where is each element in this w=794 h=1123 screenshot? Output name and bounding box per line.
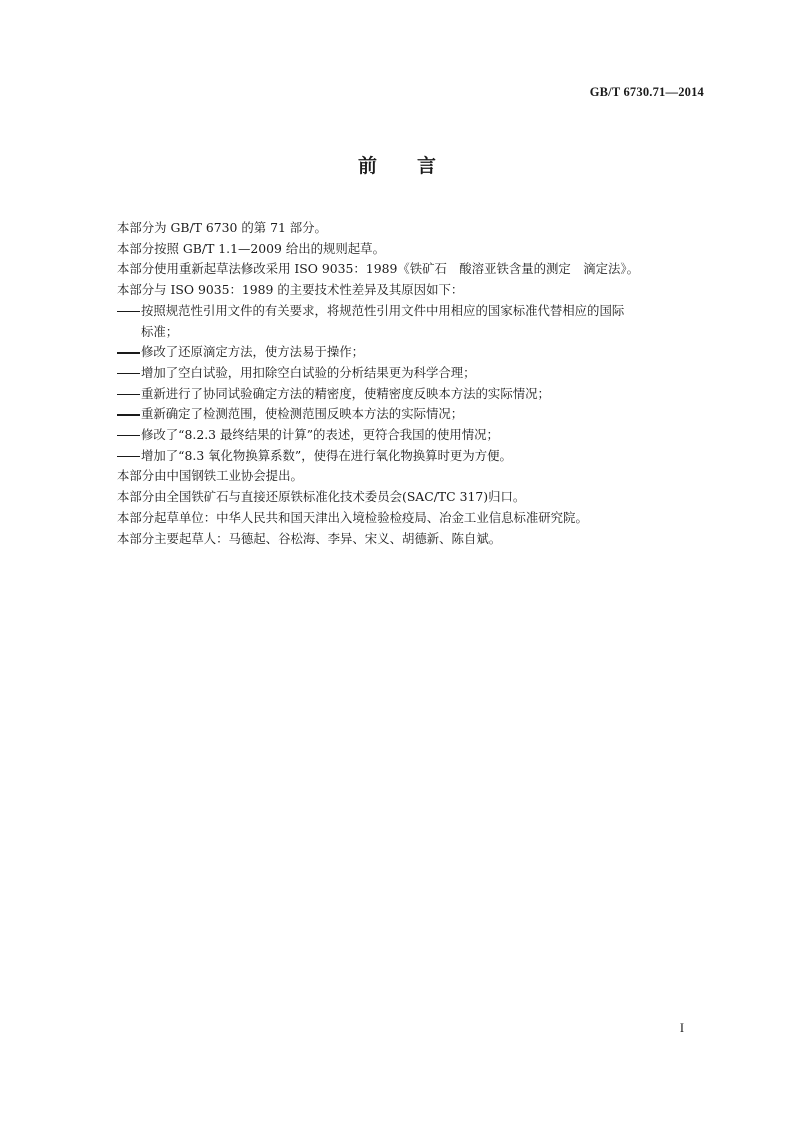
list-item: [117, 384, 709, 405]
list-item: [117, 425, 709, 446]
standard-number: GB/T 6730.71—2014: [589, 85, 704, 99]
list-item: [117, 404, 709, 425]
foreword-body: [117, 218, 709, 549]
list-item: [117, 342, 709, 363]
list-item: [117, 363, 709, 384]
list-item-text: 重新进行了协同试验确定方法的精密度，使精密度反映本方法的实际情况；: [141, 385, 550, 401]
paragraph-differences-intro: 本部分与 ISO 9035：1989 的主要技术性差异及其原因如下：: [117, 282, 464, 298]
paragraph-proposer: 本部分由中国钢铁工业协会提出。: [117, 468, 303, 484]
list-item-text: 重新确定了检测范围，使检测范围反映本方法的实际情况；: [141, 406, 464, 422]
paragraph-scope: 本部分为 GB/T 6730 的第 71 部分。: [117, 220, 327, 235]
page-number: I: [679, 1021, 684, 1035]
paragraph-drafters: 本部分主要起草人：马德起、谷松海、李异、宋义、胡德新、陈自斌。: [117, 530, 502, 546]
list-item-text: 增加了空白试验，用扣除空白试验的分析结果更为科学合理；: [141, 364, 476, 380]
paragraph-drafting-units: 本部分起草单位：中华人民共和国天津出入境检验检疫局、冶金工业信息标准研究院。: [117, 509, 588, 525]
title-char-1: 前: [357, 155, 377, 177]
paragraph-drafting-rules: 本部分按照 GB/T 1.1—2009 给出的规则起草。: [117, 240, 385, 256]
list-item-text: 增加了“8.3 氧化物换算系数”，使得在进行氧化物换算时更为方便。: [141, 447, 512, 463]
list-item-text: 修改了还原滴定方法，使方法易于操作；: [141, 344, 365, 360]
title-char-2: 言: [417, 155, 437, 177]
paragraph-adoption: 本部分使用重新起草法修改采用 ISO 9035：1989《铁矿石 酸溶亚铁含量的测定 滴定法》。: [117, 261, 639, 277]
list-item-continuation: 标准；: [141, 323, 179, 339]
list-item: [117, 446, 709, 467]
list-item-text: 修改了“8.2.3 最终结果的计算”的表述，更符合我国的使用情况；: [141, 427, 499, 443]
list-item-text: 按照规范性引用文件的有关要求，将规范性引用文件中用相应的国家标准代替相应的国际: [141, 302, 625, 318]
list-item: [117, 301, 709, 322]
paragraph-committee: 本部分由全国铁矿石与直接还原铁标准化技术委员会(SAC/TC 317)归口。: [117, 489, 526, 505]
page-title: [0, 151, 794, 178]
